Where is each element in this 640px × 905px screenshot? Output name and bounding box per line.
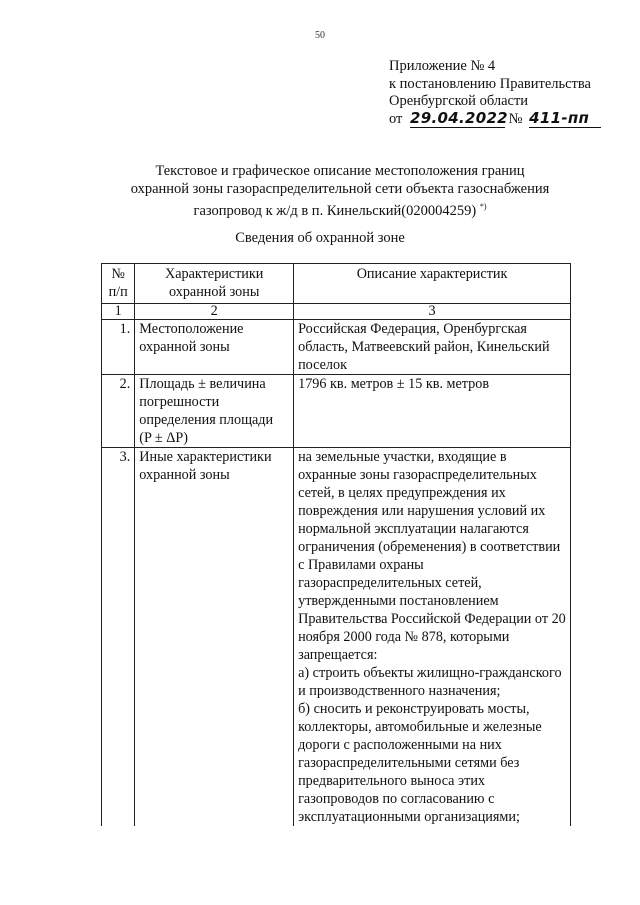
- column-number: 2: [135, 304, 294, 320]
- row-description: [294, 448, 571, 827]
- handwritten-date: 29.04.2022: [410, 108, 508, 127]
- row-description: Российская Федерация, Оренбургская область, Матвеевский район, Кинельский поселок: [294, 320, 571, 375]
- number-sign: №: [508, 110, 523, 127]
- title-line-1: Текстовое и графическое описание местоположения границ: [155, 163, 525, 179]
- handwritten-number: 411-пп: [529, 108, 590, 127]
- protection-zone-table: [101, 263, 571, 826]
- page-number: 50: [315, 30, 325, 41]
- header-number: № п/п: [102, 264, 135, 304]
- table-row: [102, 448, 571, 827]
- footnote-mark: *): [479, 202, 487, 211]
- row-number: 3.: [102, 448, 135, 827]
- column-number: 1: [102, 304, 135, 320]
- row-number: 2.: [102, 375, 135, 448]
- column-number: 3: [294, 304, 571, 320]
- header-characteristic: Характеристики охранной зоны: [135, 264, 294, 304]
- title-line-3: газопровод к ж/д в п. Кинельский(020004259) *): [193, 202, 487, 219]
- header-description: Описание характеристик: [294, 264, 571, 304]
- table-row: [102, 375, 571, 448]
- appendix-date-line: [389, 108, 601, 129]
- column-number-row: [102, 304, 571, 320]
- section-subtitle: Сведения об охранной зоне: [235, 230, 405, 246]
- date-prefix: от: [389, 110, 403, 127]
- description-main: на земельные участки, входящие в охранные зоны газораспределительных сетей, в целях предупреждения их повреждения или нарушения условий их нормальной эксплуатации налагаются ограничения (обременения) в соответствии с Правилами охраны газораспределительных сетей, утвержденными постановлением Правительства Российской Федерации от 20 ноября 2000 года № 878, которыми запрещается:: [298, 449, 566, 663]
- title-line-2: охранной зоны газораспределительной сети объекта газоснабжения: [130, 180, 550, 197]
- row-number: 1.: [102, 320, 135, 375]
- document-title: [60, 163, 620, 220]
- appendix-line-2: к постановлению Правительства: [389, 75, 591, 92]
- row-description: 1796 кв. метров ± 15 кв. метров: [294, 375, 571, 448]
- description-item-b: б) сносить и реконструировать мосты, коллекторы, автомобильные и железные дороги с расположенными на них газораспределительными сетями без предварительного выноса этих газопроводов по согласованию с эксплуатационными организациями;: [298, 701, 542, 825]
- appendix-line-1: Приложение № 4: [389, 58, 496, 74]
- appendix-line-3: Оренбургской области: [389, 93, 529, 109]
- row-characteristic: Площадь ± величина погрешности определения площади (P ± ΔP): [135, 375, 294, 448]
- description-item-a: а) строить объекты жилищно-гражданского и производственного назначения;: [298, 665, 562, 699]
- table-header-row: [102, 264, 571, 304]
- row-characteristic: Местоположение охранной зоны: [135, 320, 294, 375]
- row-characteristic: Иные характеристики охранной зоны: [135, 448, 294, 827]
- table-row: [102, 320, 571, 375]
- appendix-block: [389, 58, 601, 128]
